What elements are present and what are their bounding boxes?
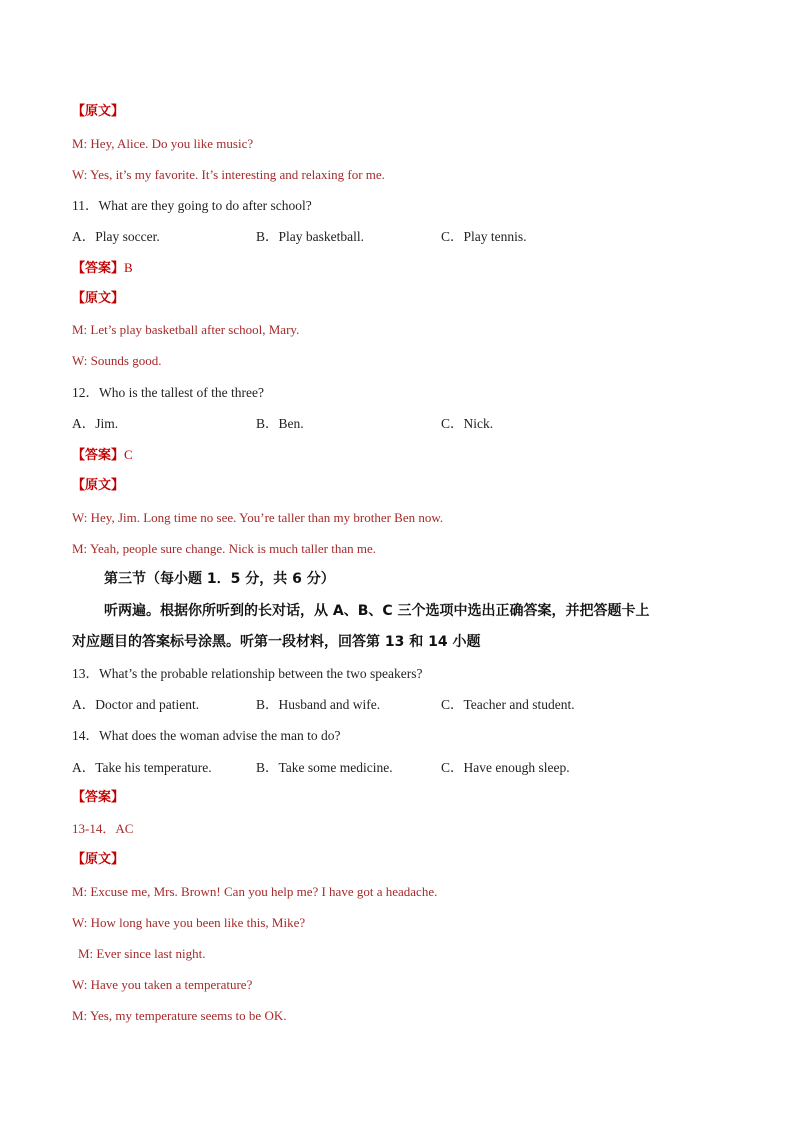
option-b: B．Play basketball. bbox=[256, 229, 364, 244]
question-12: 12．Who is the tallest of the three? bbox=[72, 385, 264, 400]
option-c: C．Have enough sleep. bbox=[441, 760, 570, 775]
original-text-label: 【原文】 bbox=[72, 104, 125, 119]
question-14: 14．What does the woman advise the man to do? bbox=[72, 728, 341, 743]
section-instructions: 对应题目的答案标号涂黑。听第一段材料，回答第 13 和 14 小题 bbox=[72, 634, 481, 650]
dialogue-line: W: Yes, it’s my favorite. It’s interesting and relaxing for me. bbox=[72, 167, 385, 182]
original-text-label: 【原文】 bbox=[72, 478, 125, 493]
dialogue-line: M: Hey, Alice. Do you like music? bbox=[72, 136, 254, 151]
option-a: A．Take his temperature. bbox=[72, 760, 212, 775]
option-a: A．Play soccer. bbox=[72, 229, 160, 244]
option-b: B．Husband and wife. bbox=[256, 697, 381, 712]
dialogue-line: M: Yes, my temperature seems to be OK. bbox=[72, 1008, 287, 1023]
answer-value: 13-14．AC bbox=[72, 821, 134, 836]
dialogue-line: W: Have you taken a temperature? bbox=[72, 977, 253, 992]
answer-label: 【答案】C bbox=[72, 447, 133, 463]
original-text-label: 【原文】 bbox=[72, 291, 125, 306]
dialogue-line: M: Let’s play basketball after school, Mary. bbox=[72, 322, 300, 337]
option-a: A．Jim. bbox=[72, 416, 119, 431]
section-instructions: 听两遍。根据你所听到的长对话，从 A、B、C 三个选项中选出正确答案，并把答题卡上 bbox=[104, 603, 650, 619]
question-11: 11．What are they going to do after school? bbox=[72, 198, 312, 213]
option-b: B．Ben. bbox=[256, 416, 304, 431]
original-text-label: 【原文】 bbox=[72, 852, 125, 867]
option-b: B．Take some medicine. bbox=[256, 760, 393, 775]
dialogue-line: M: Yeah, people sure change. Nick is much taller than me. bbox=[72, 541, 376, 556]
option-a: A．Doctor and patient. bbox=[72, 697, 200, 712]
answer-label: 【答案】 bbox=[72, 790, 125, 805]
dialogue-line: W: Sounds good. bbox=[72, 353, 162, 368]
answer-value: B bbox=[124, 260, 133, 275]
question-13: 13．What’s the probable relationship between the two speakers? bbox=[72, 666, 423, 681]
option-c: C．Play tennis. bbox=[441, 229, 527, 244]
answer-value: C bbox=[124, 447, 133, 462]
option-c: C．Teacher and student. bbox=[441, 697, 575, 712]
dialogue-line: M: Ever since last night. bbox=[78, 946, 206, 961]
section-heading: 第三节（每小题 1．5 分，共 6 分） bbox=[104, 571, 335, 587]
dialogue-line: W: Hey, Jim. Long time no see. You’re taller than my brother Ben now. bbox=[72, 510, 444, 525]
answer-label: 【答案】B bbox=[72, 260, 133, 276]
dialogue-line: W: How long have you been like this, Mike? bbox=[72, 915, 306, 930]
dialogue-line: M: Excuse me, Mrs. Brown! Can you help me? I have got a headache. bbox=[72, 884, 438, 899]
option-c: C．Nick. bbox=[441, 416, 494, 431]
